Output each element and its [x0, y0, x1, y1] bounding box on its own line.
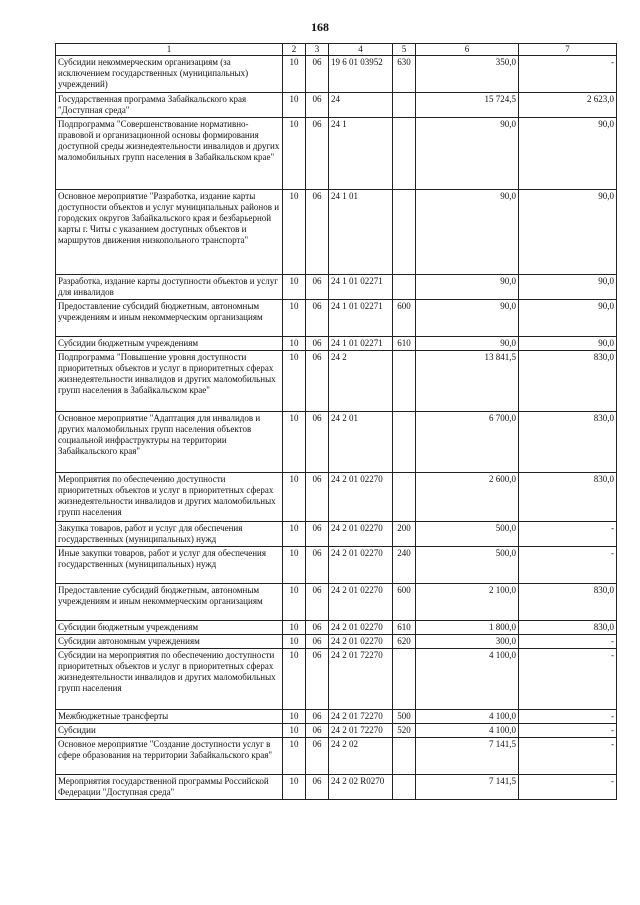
section-cell: 10 [283, 724, 306, 738]
amount-cell: 90,0 [519, 275, 617, 300]
table-row [56, 93, 617, 118]
expense-type-cell: 630 [393, 56, 416, 93]
section-cell: 10 [283, 710, 306, 724]
amount-cell: 90,0 [416, 275, 519, 300]
amount-cell: 4 100,0 [416, 724, 519, 738]
section-cell: 10 [283, 547, 306, 584]
amount-cell: 90,0 [416, 190, 519, 275]
amount-cell: - [519, 738, 617, 775]
section-cell: 10 [283, 473, 306, 522]
section-cell: 10 [283, 300, 306, 337]
amount-cell: 90,0 [519, 118, 617, 190]
item-name-cell: Иные закупки товаров, работ и услуг для обеспечения государственных (муниципальных) нужд [56, 547, 283, 584]
subsection-cell: 06 [306, 93, 329, 118]
expense-type-cell [393, 275, 416, 300]
table-row [56, 275, 617, 300]
item-name-cell: Субсидии [56, 724, 283, 738]
item-name-cell: Основное мероприятие "Создание доступности услуг в сфере образования на территории Забайкальского края" [56, 738, 283, 775]
amount-cell: 15 724,5 [416, 93, 519, 118]
item-name-cell: Государственная программа Забайкальского края "Доступная среда" [56, 93, 283, 118]
subsection-cell: 06 [306, 621, 329, 635]
subsection-cell: 06 [306, 412, 329, 473]
section-cell: 10 [283, 584, 306, 621]
item-name-cell: Субсидии бюджетным учреждениям [56, 337, 283, 351]
target-article-cell: 24 [329, 93, 393, 118]
expense-type-cell: 610 [393, 337, 416, 351]
subsection-cell: 06 [306, 635, 329, 649]
target-article-cell: 24 2 02 [329, 738, 393, 775]
table-row [56, 710, 617, 724]
table-row [56, 300, 617, 337]
subsection-cell: 06 [306, 584, 329, 621]
amount-cell: 90,0 [416, 300, 519, 337]
amount-cell: 830,0 [519, 412, 617, 473]
subsection-cell: 06 [306, 547, 329, 584]
expense-type-cell: 520 [393, 724, 416, 738]
amount-cell: - [519, 775, 617, 800]
item-name-cell: Мероприятия государственной программы Российской Федерации "Доступная среда" [56, 775, 283, 800]
item-name-cell: Субсидии на мероприятия по обеспечению доступности приоритетных объектов и услуг в приоритетных сферах жизнедеятельности инвалидов и других маломобильных групп населения [56, 649, 283, 710]
amount-cell: 90,0 [416, 118, 519, 190]
table-row [56, 190, 617, 275]
column-header: 3 [306, 44, 329, 56]
table-row [56, 412, 617, 473]
item-name-cell: Подпрограмма "Совершенствование нормативно-правовой и организационной основы формирования доступной среды жизнедеятельности инвалидов и других маломобильных групп населения в Забайкальском крае" [56, 118, 283, 190]
target-article-cell: 24 2 01 02270 [329, 584, 393, 621]
amount-cell: - [519, 649, 617, 710]
table-row [56, 337, 617, 351]
item-name-cell: Субсидии некоммерческим организациям (за исключением государственных (муниципальных) учреждений) [56, 56, 283, 93]
column-header: 2 [283, 44, 306, 56]
table-row [56, 473, 617, 522]
expense-type-cell: 600 [393, 584, 416, 621]
table-row [56, 56, 617, 93]
target-article-cell: 19 6 01 03952 [329, 56, 393, 93]
subsection-cell: 06 [306, 300, 329, 337]
expense-type-cell: 600 [393, 300, 416, 337]
expense-type-cell: 240 [393, 547, 416, 584]
amount-cell: 350,0 [416, 56, 519, 93]
amount-cell: 830,0 [519, 621, 617, 635]
page-number: 168 [311, 20, 329, 34]
section-cell: 10 [283, 621, 306, 635]
amount-cell: - [519, 710, 617, 724]
expense-type-cell [393, 738, 416, 775]
column-header: 1 [56, 44, 283, 56]
table-row [56, 724, 617, 738]
subsection-cell: 06 [306, 522, 329, 547]
expense-type-cell [393, 649, 416, 710]
amount-cell: 830,0 [519, 473, 617, 522]
section-cell: 10 [283, 56, 306, 93]
target-article-cell: 24 2 01 02270 [329, 547, 393, 584]
amount-cell: 90,0 [416, 337, 519, 351]
table-row [56, 649, 617, 710]
expense-type-cell [393, 190, 416, 275]
section-cell: 10 [283, 93, 306, 118]
target-article-cell: 24 1 01 [329, 190, 393, 275]
item-name-cell: Мероприятия по обеспечению доступности приоритетных объектов и услуг в приоритетных сферах жизнедеятельности инвалидов и других маломобильных групп населения [56, 473, 283, 522]
amount-cell: 7 141,5 [416, 738, 519, 775]
expense-type-cell [393, 118, 416, 190]
target-article-cell: 24 2 01 72270 [329, 649, 393, 710]
section-cell: 10 [283, 351, 306, 412]
section-cell: 10 [283, 275, 306, 300]
subsection-cell: 06 [306, 724, 329, 738]
amount-cell: 2 100,0 [416, 584, 519, 621]
target-article-cell: 24 1 01 02271 [329, 275, 393, 300]
subsection-cell: 06 [306, 351, 329, 412]
expense-type-cell: 610 [393, 621, 416, 635]
amount-cell: 830,0 [519, 584, 617, 621]
item-name-cell: Основное мероприятие "Адаптация для инвалидов и других маломобильных групп населения объектов социальной инфраструктуры на территории Забайкальского края" [56, 412, 283, 473]
target-article-cell: 24 1 01 02271 [329, 300, 393, 337]
amount-cell: 90,0 [519, 300, 617, 337]
column-header: 4 [329, 44, 393, 56]
item-name-cell: Субсидии автономным учреждениям [56, 635, 283, 649]
subsection-cell: 06 [306, 56, 329, 93]
amount-cell: 90,0 [519, 190, 617, 275]
table-row [56, 621, 617, 635]
budget-table [55, 43, 617, 800]
expense-type-cell [393, 473, 416, 522]
amount-cell: 90,0 [519, 337, 617, 351]
section-cell: 10 [283, 190, 306, 275]
section-cell: 10 [283, 337, 306, 351]
section-cell: 10 [283, 118, 306, 190]
table-row [56, 522, 617, 547]
amount-cell: - [519, 724, 617, 738]
amount-cell: - [519, 635, 617, 649]
table-row [56, 775, 617, 800]
section-cell: 10 [283, 738, 306, 775]
section-cell: 10 [283, 635, 306, 649]
amount-cell: - [519, 547, 617, 584]
target-article-cell: 24 2 01 72270 [329, 710, 393, 724]
target-article-cell: 24 1 01 02271 [329, 337, 393, 351]
subsection-cell: 06 [306, 775, 329, 800]
header-row [56, 44, 617, 56]
expense-type-cell: 620 [393, 635, 416, 649]
target-article-cell: 24 1 [329, 118, 393, 190]
amount-cell: - [519, 522, 617, 547]
expense-type-cell: 200 [393, 522, 416, 547]
table-row [56, 118, 617, 190]
column-header: 5 [393, 44, 416, 56]
amount-cell: 4 100,0 [416, 710, 519, 724]
amount-cell: 2 600,0 [416, 473, 519, 522]
item-name-cell: Закупка товаров, работ и услуг для обеспечения государственных (муниципальных) нужд [56, 522, 283, 547]
expense-type-cell [393, 93, 416, 118]
item-name-cell: Основное мероприятие "Разработка, издание карты доступности объектов и услуг муниципальных районов и городских округов Забайкальского края и безбарьерной карты г. Читы с указанием доступных объектов и маршрутов движения низкопольного транспорта" [56, 190, 283, 275]
amount-cell: 500,0 [416, 547, 519, 584]
subsection-cell: 06 [306, 473, 329, 522]
section-cell: 10 [283, 412, 306, 473]
table-row [56, 351, 617, 412]
subsection-cell: 06 [306, 738, 329, 775]
table-row [56, 738, 617, 775]
amount-cell: 500,0 [416, 522, 519, 547]
amount-cell: 2 623,0 [519, 93, 617, 118]
target-article-cell: 24 2 01 02270 [329, 635, 393, 649]
expense-type-cell [393, 775, 416, 800]
item-name-cell: Предоставление субсидий бюджетным, автономным учреждениям и иным некоммерческим организациям [56, 584, 283, 621]
target-article-cell: 24 2 01 [329, 412, 393, 473]
amount-cell: 1 800,0 [416, 621, 519, 635]
target-article-cell: 24 2 01 02270 [329, 621, 393, 635]
subsection-cell: 06 [306, 710, 329, 724]
target-article-cell: 24 2 [329, 351, 393, 412]
expense-type-cell [393, 412, 416, 473]
target-article-cell: 24 2 02 R0270 [329, 775, 393, 800]
column-header: 6 [416, 44, 519, 56]
subsection-cell: 06 [306, 118, 329, 190]
section-cell: 10 [283, 649, 306, 710]
item-name-cell: Предоставление субсидий бюджетным, автономным учреждениям и иным некоммерческим организациям [56, 300, 283, 337]
subsection-cell: 06 [306, 190, 329, 275]
amount-cell: 13 841,5 [416, 351, 519, 412]
amount-cell: - [519, 56, 617, 93]
expense-type-cell: 500 [393, 710, 416, 724]
target-article-cell: 24 2 01 02270 [329, 522, 393, 547]
table-row [56, 635, 617, 649]
subsection-cell: 06 [306, 649, 329, 710]
subsection-cell: 06 [306, 337, 329, 351]
target-article-cell: 24 2 01 72270 [329, 724, 393, 738]
subsection-cell: 06 [306, 275, 329, 300]
item-name-cell: Разработка, издание карты доступности объектов и услуг для инвалидов [56, 275, 283, 300]
column-header: 7 [519, 44, 617, 56]
amount-cell: 4 100,0 [416, 649, 519, 710]
section-cell: 10 [283, 522, 306, 547]
section-cell: 10 [283, 775, 306, 800]
amount-cell: 7 141,5 [416, 775, 519, 800]
table-row [56, 584, 617, 621]
expense-type-cell [393, 351, 416, 412]
item-name-cell: Подпрограмма "Повышение уровня доступности приоритетных объектов и услуг в приоритетных сферах жизнедеятельности инвалидов и других маломобильных групп населения в Забайкальском крае" [56, 351, 283, 412]
item-name-cell: Межбюджетные трансферты [56, 710, 283, 724]
amount-cell: 830,0 [519, 351, 617, 412]
item-name-cell: Субсидии бюджетным учреждениям [56, 621, 283, 635]
table-row [56, 547, 617, 584]
amount-cell: 300,0 [416, 635, 519, 649]
amount-cell: 6 700,0 [416, 412, 519, 473]
target-article-cell: 24 2 01 02270 [329, 473, 393, 522]
